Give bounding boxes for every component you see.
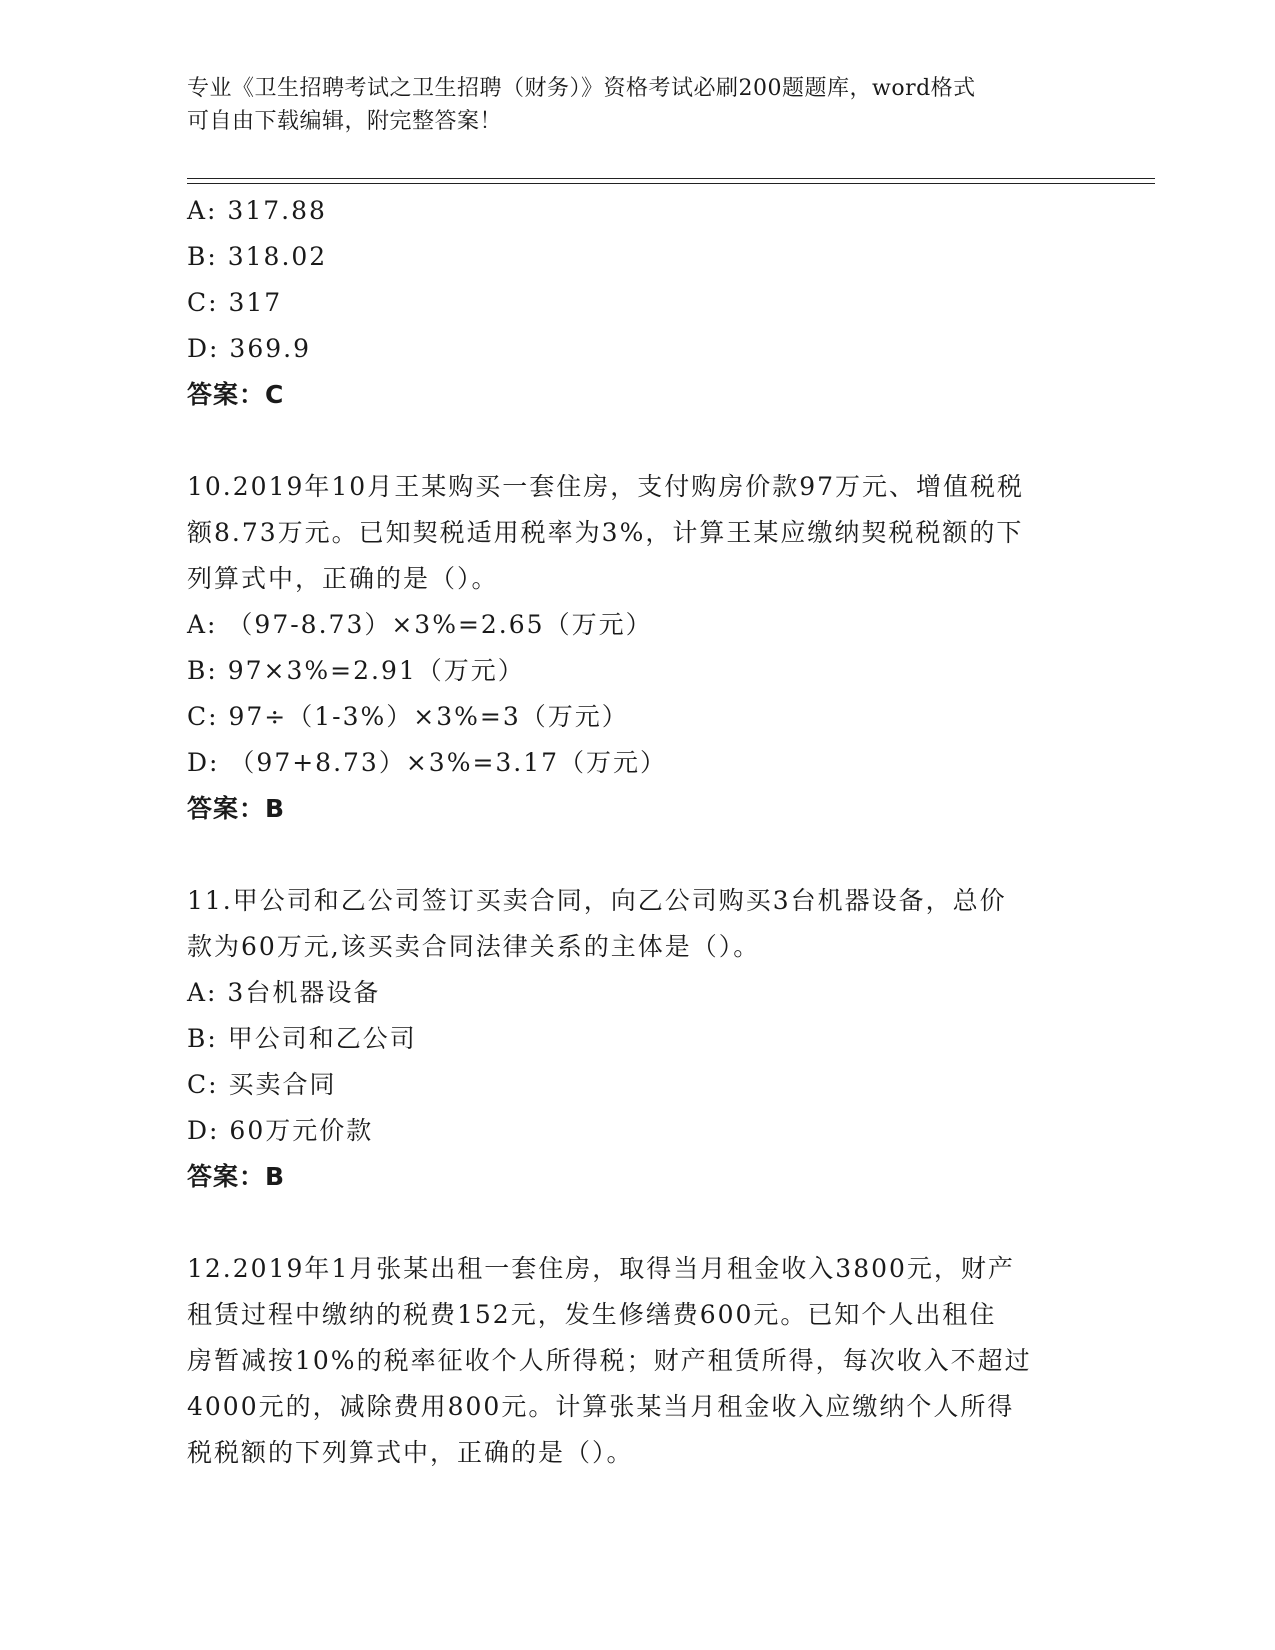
question-stem-line: 11.甲公司和乙公司签订买卖合同，向乙公司购买3台机器设备，总价 <box>187 886 1007 915</box>
page-header <box>187 72 1087 138</box>
option-c: C: 317 <box>187 288 283 317</box>
question-stem-line: 额8.73万元。已知契税适用税率为3%，计算王某应缴纳契税税额的下 <box>187 518 1024 547</box>
answer: 答案：C <box>187 380 285 409</box>
option-a: A: （97-8.73）×3%=2.65（万元） <box>187 610 653 639</box>
question-stem-line: 房暂减按10%的税率征收个人所得税；财产租赁所得，每次收入不超过 <box>187 1346 1032 1375</box>
question-spacer <box>187 1200 1087 1246</box>
option-a: A: 3台机器设备 <box>187 978 381 1007</box>
option-b: B: 318.02 <box>187 242 328 271</box>
question-stem-line: 4000元的，减除费用800元。计算张某当月租金收入应缴纳个人所得 <box>187 1392 1015 1421</box>
option-b: B: 甲公司和乙公司 <box>187 1024 417 1053</box>
option-a: A: 317.88 <box>187 196 327 225</box>
header-divider-top <box>187 178 1155 179</box>
header-divider-bottom <box>187 183 1155 184</box>
question-9 <box>187 188 1087 418</box>
question-11 <box>187 878 1087 1200</box>
question-stem-line: 12.2019年1月张某出租一套住房，取得当月租金收入3800元，财产 <box>187 1254 1015 1283</box>
question-spacer <box>187 832 1087 878</box>
question-12 <box>187 1246 1087 1476</box>
question-10 <box>187 464 1087 832</box>
question-stem-line: 款为60万元,该买卖合同法律关系的主体是（）。 <box>187 932 761 961</box>
option-d: D: 369.9 <box>187 334 311 363</box>
option-c: C: 97÷（1-3%）×3%=3（万元） <box>187 702 629 731</box>
question-spacer <box>187 418 1087 464</box>
question-stem-line: 税税额的下列算式中，正确的是（）。 <box>187 1438 634 1467</box>
option-c: C: 买卖合同 <box>187 1070 337 1099</box>
option-d: D: （97+8.73）×3%=3.17（万元） <box>187 748 668 777</box>
header-title-line-2: 可自由下载编辑，附完整答案！ <box>187 109 503 134</box>
option-d: D: 60万元价款 <box>187 1116 374 1145</box>
question-content <box>187 188 1087 1476</box>
question-stem-line: 租赁过程中缴纳的税费152元，发生修缮费600元。已知个人出租住 <box>187 1300 997 1329</box>
question-stem-line: 10.2019年10月王某购买一套住房，支付购房价款97万元、增值税税 <box>187 472 1025 501</box>
answer: 答案：B <box>187 1162 286 1191</box>
option-b: B: 97×3%=2.91（万元） <box>187 656 525 685</box>
header-title-line-1: 专业《卫生招聘考试之卫生招聘（财务）》资格考试必刷200题题库，word格式 <box>187 76 976 101</box>
question-stem-line: 列算式中，正确的是（）。 <box>187 564 499 593</box>
answer: 答案：B <box>187 794 286 823</box>
